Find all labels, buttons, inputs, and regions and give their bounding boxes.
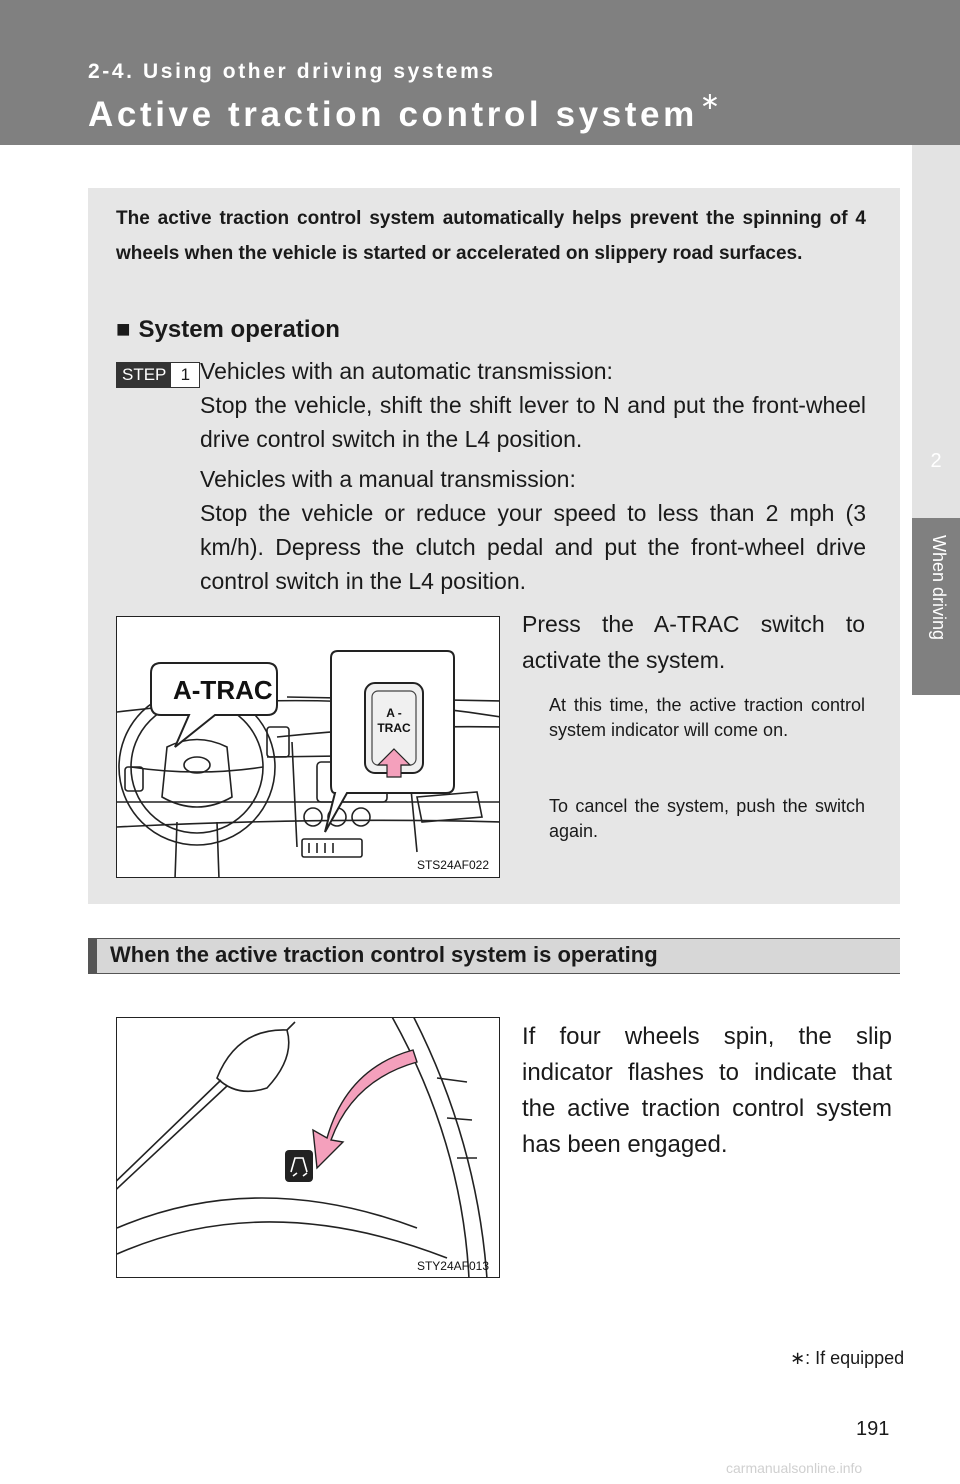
step2-note-indicator: At this time, the active traction control system indicator will come on. bbox=[549, 695, 865, 740]
footnote-text: : If equipped bbox=[805, 1348, 905, 1368]
if-equipped-mark: ∗ bbox=[699, 88, 724, 115]
intro-paragraph: The active traction control system automatically helps prevent the spinning of 4 wheels when the vehicle is started or accelerated on slippery road surfaces. bbox=[116, 208, 866, 264]
step2-note-cancel: To cancel the system, push the switch again. bbox=[549, 796, 865, 841]
step1-mt-text: Stop the vehicle or reduce your speed to less than 2 mph (3 km/h). Depress the clutch pedal and put the front-wheel drive control switch in the L4 position. bbox=[200, 500, 866, 594]
operating-heading-bar bbox=[88, 938, 900, 974]
step-1-badge bbox=[116, 362, 200, 388]
footnote bbox=[790, 1348, 904, 1369]
indicator-pointer-arrow-icon bbox=[313, 1050, 417, 1168]
figure-id: STS24AF022 bbox=[416, 858, 489, 872]
step1-mt-heading: Vehicles with a manual transmission: bbox=[200, 466, 576, 492]
watermark: carmanualsonline.info bbox=[726, 1460, 863, 1476]
operating-text: If four wheels spin, the slip indicator flashes to indicate that the active traction control system has been engaged. bbox=[522, 1023, 892, 1158]
chapter-label: When driving bbox=[929, 535, 949, 641]
footnote-mark: ∗ bbox=[790, 1348, 806, 1368]
square-bullet-icon: ■ bbox=[116, 316, 131, 343]
slip-indicator-icon bbox=[285, 1150, 313, 1182]
figure-id: STY24AF013 bbox=[416, 1259, 489, 1273]
chapter-side-tab bbox=[912, 0, 960, 1484]
page-title-text: Active traction control system bbox=[88, 95, 698, 134]
slip-indicator-illustration bbox=[116, 1017, 500, 1278]
step-number: 1 bbox=[171, 363, 199, 387]
section-breadcrumb: 2-4. Using other driving systems bbox=[88, 60, 496, 83]
page-header bbox=[0, 0, 960, 145]
meter-drawing bbox=[117, 1018, 500, 1278]
page-number: 191 bbox=[856, 1418, 890, 1440]
step1-at-text: Stop the vehicle, shift the shift lever to N and put the front-wheel drive control switch in the L4 position. bbox=[200, 392, 866, 452]
operating-heading: When the active traction control system is operating bbox=[110, 942, 658, 967]
switch-label-top: A - bbox=[386, 706, 402, 720]
step-label: STEP bbox=[117, 363, 171, 387]
system-operation-heading-text: System operation bbox=[138, 316, 340, 343]
dashboard-drawing bbox=[117, 617, 500, 878]
step1-at-heading: Vehicles with an automatic transmission: bbox=[200, 358, 613, 384]
chapter-number: 2 bbox=[930, 450, 942, 472]
page-title bbox=[88, 88, 724, 135]
atrac-callout-label: A-TRAC bbox=[173, 675, 273, 705]
system-operation-heading bbox=[116, 316, 340, 344]
step2-text: Press the A-TRAC switch to activate the system. bbox=[522, 611, 865, 673]
switch-label-bottom: TRAC bbox=[377, 721, 411, 735]
atrac-switch-illustration bbox=[116, 616, 500, 878]
